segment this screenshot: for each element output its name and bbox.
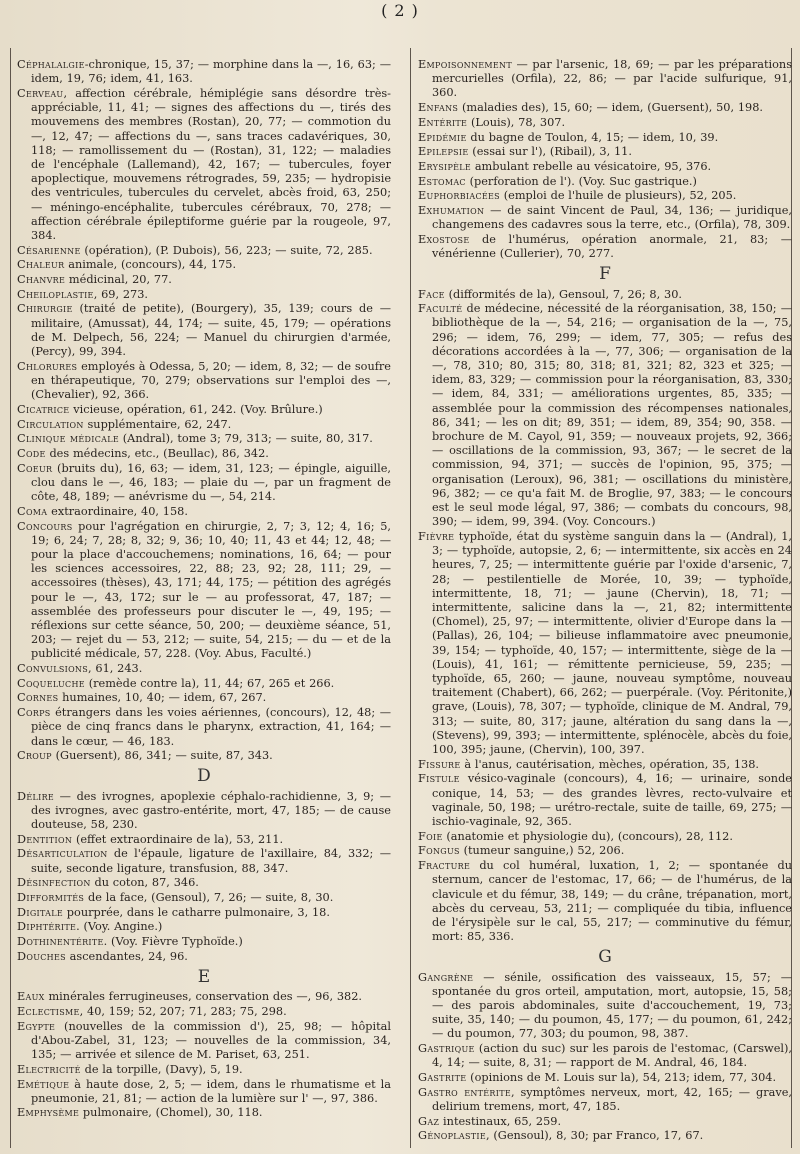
entry-references: -chronique, 15, 37; — morphine dans la —, 16, 63; — idem, 19, 76; idem, 41, 163.	[31, 58, 391, 86]
entry-references: . (Voy. Angine.)	[76, 920, 163, 934]
entry-references: des médecins, etc., (Beullac), 86, 342.	[45, 446, 269, 460]
index-entry	[17, 935, 391, 949]
entry-term: Euphorbiacées	[418, 189, 500, 203]
entry-term: Dothinentérite	[17, 935, 104, 949]
entry-term: Eaux	[17, 990, 45, 1004]
entry-term: Exostose	[418, 232, 470, 246]
entry-references: à l'anus, cautérisation, mèches, opération, 35, 138.	[460, 757, 759, 771]
entry-references: (maladies des), 15, 60; — idem, (Guersent), 50, 198.	[458, 101, 764, 115]
section-letter-d: D	[197, 766, 211, 787]
entry-references: (remède contre la), 11, 44; 67, 265 et 266.	[84, 676, 335, 690]
index-entry	[17, 1063, 391, 1077]
index-entry	[17, 749, 391, 763]
left-border-rule	[10, 48, 11, 1148]
entry-references: — des ivrognes, apoplexie céphalo-rachidienne, 3, 9; — des ivrognes, avec gastro-entérite, mort, 47, 185; — de cause douteuse, 58, 230.	[31, 789, 391, 832]
entry-references: (anatomie et physiologie du), (concours), 28, 112.	[442, 829, 733, 843]
index-entry	[17, 677, 391, 691]
entry-term: Difformités	[17, 891, 85, 905]
entry-references: minérales ferrugineuses, conservation des —, 96, 382.	[44, 990, 362, 1004]
index-entry	[418, 131, 792, 145]
entry-term: Egypte	[17, 1019, 56, 1033]
entry-term: Faculté	[418, 302, 463, 316]
entry-references: (opération), (P. Dubois), 56, 223; — suite, 72, 285.	[80, 243, 373, 257]
index-entry	[17, 706, 391, 749]
entry-term: Foie	[418, 829, 443, 843]
entry-references: supplémentaire, 62, 247.	[83, 417, 232, 431]
entry-references: du bagne de Toulon, 4, 15; — idem, 10, 39.	[466, 130, 719, 144]
entry-references: (tumeur sanguine,) 52, 206.	[459, 844, 625, 858]
index-entry	[17, 662, 391, 676]
index-entry	[418, 145, 792, 159]
index-entry	[17, 920, 391, 934]
entry-term: Erysipèle	[418, 159, 472, 173]
entry-references: ambulant rebelle au vésicatoire, 95, 376.	[471, 159, 712, 173]
entry-term: Gastrique	[418, 1042, 475, 1056]
index-entry	[418, 830, 792, 844]
entry-term: Epilepsie	[418, 145, 469, 159]
entry-term: Fièvre	[418, 530, 455, 543]
index-entry	[418, 160, 792, 174]
entry-references: du col huméral, luxation, 1, 2; — spontanée du sternum, cancer de l'estomac, 17, 66; — de l'humérus, de la clavicule et du fémur, 38, 149; — du crâne, trépanation, mort, abcès du cerveau, 53, 211; — compliquée du tibia, influence de l'érysipèle sur le cal, 55, 217; — comminutive du fémur, mort: 85, 336.	[432, 859, 792, 944]
index-entry	[418, 204, 792, 232]
entry-term: Concours	[17, 519, 73, 533]
index-entry	[418, 189, 792, 203]
index-entry	[17, 432, 391, 446]
entry-term: Emphysème	[17, 1106, 80, 1120]
entry-references: vicieuse, opération, 61, 242. (Voy. Brûlure.)	[69, 402, 323, 416]
entry-term: Chanvre	[17, 273, 66, 287]
index-entry	[17, 691, 391, 705]
entry-term: Croup	[17, 749, 52, 763]
index-entry	[418, 844, 792, 858]
entry-term: Circulation	[17, 417, 84, 431]
entry-references: pourprée, dans le catharre pulmonaire, 3, 18.	[63, 905, 330, 919]
entry-term: Coeur	[17, 461, 53, 475]
entry-term: Fongus	[418, 844, 460, 858]
index-entry	[418, 175, 792, 189]
entry-term: Coma	[17, 504, 48, 518]
entry-references: (essai sur l'), (Ribail), 3, 11.	[468, 145, 632, 159]
entry-references: de l'épaule, ligature de l'axillaire, 84, 332; — suite, seconde ligature, transfusion, 88, 347.	[31, 847, 391, 875]
entry-references: — sénile, ossification des vaisseaux, 15, 57; — spontanée du gros orteil, amputation, mort, autopsie, 15, 58; — des parois abdominales, suite d'accouchement, 19, 73; suite, 35, 140; — du poumon, 45, 177; — du poumon, 61, 242; — du poumon, 77, 303; du poumon, 98, 387.	[432, 970, 792, 1041]
entry-references: — de saint Vincent de Paul, 34, 136; — juridique, changemens des cadavres sous la terre, etc., (Orfila), 78, 309.	[432, 204, 792, 232]
entry-term: Cornes	[17, 691, 59, 705]
index-entry	[17, 891, 391, 905]
index-entry	[17, 302, 391, 359]
entry-term: Empoisonnement	[418, 58, 512, 71]
section-letter-f: F	[599, 264, 611, 285]
entry-term: Exhumation	[418, 204, 485, 218]
entry-references: étrangers dans les voies aériennes, (concours), 12, 48; — pièce de cinq francs dans le pharynx, extraction, 41, 164; — dans le cœur, — 46, 183.	[31, 706, 391, 748]
index-entry	[418, 1129, 792, 1143]
entry-references: extraordinaire, 40, 158.	[47, 504, 188, 518]
entry-term: Corps	[17, 706, 51, 720]
entry-term: Gangrène	[418, 970, 474, 984]
index-entry	[418, 101, 792, 115]
entry-term: Chlorures	[17, 359, 78, 373]
entry-term: Clinique médicale	[17, 432, 119, 446]
index-entry	[17, 58, 391, 86]
index-entry	[418, 288, 792, 302]
entry-term: Désarticulation	[17, 847, 108, 861]
entry-references: (nouvelles de la commission d'), 25, 98; — hôpital d'Abou-Zabel, 31, 123; — nouvelles de la commission, 34, 135; — arrivée et silence de M. Pariset, 63, 251.	[31, 1019, 391, 1062]
entry-references: (Louis), 78, 307.	[467, 115, 566, 129]
entry-references: à haute dose, 2, 5; — idem, dans le rhumatisme et la pneumonie, 21, 81; — action de la lumière sur l' —, 97, 386.	[31, 1077, 391, 1105]
entry-term: Gastrite	[418, 1071, 467, 1085]
column-divider-rule	[410, 48, 411, 1148]
entry-term: Dentition	[17, 832, 73, 846]
entry-term: Fistule	[418, 772, 460, 786]
entry-references: (effet extraordinaire de la), 53, 211.	[72, 832, 284, 846]
entry-references: (opinions de M. Louis sur la), 54, 213; idem, 77, 304.	[466, 1071, 777, 1085]
page-number: ( 2 )	[381, 1, 419, 20]
entry-term: Désinfection	[17, 876, 91, 890]
entry-references: pulmonaire, (Chomel), 30, 118.	[79, 1106, 263, 1120]
entry-references: typhoïde, état du système sanguin dans la — (Andral), 1, 3; — typhoïde, autopsie, 2, 6; — intermittente, six accès en 24 heures, 7, 25; — intermittente guérie par l'oxide d'arsenic, 7, 28; — pestilentielle de Morée, 10, 39; — typhoïde, intermittente, 18, 71; — jaune (Chervin), 18, 71; — intermittente, salicine dans la —, 21, 82; intermittente (Chomel), 25, 97; — intermittente, olivier d'Europe dans la — (Pallas), 26, 104; — bilieuse inflammatoire avec pneumonie, 39, 154; — typhoïde, 40, 157; — intermittente, siège de la — (Louis), 41, 161; — rémittente pernicieuse, 59, 235; — typhoïde, 65, 260; — jaune, nouveau symptôme, nouveau traitement (Chabert), 66, 262; — puerpérale. (Voy. Péritonite,) grave, (Louis), 78, 307; — typhoïde, clinique de M. Andral, 79, 313; — suite, 80, 317; jaune, altération du sang dans la —, (Stevens), 99, 393; — intermittente, splénocèle, abcès du foie, 100, 395; jaune, (Chervin), 100, 397.	[432, 530, 792, 757]
entry-references: de la face, (Gensoul), 7, 26; — suite, 8, 30.	[84, 891, 334, 905]
index-entry	[418, 530, 792, 757]
entry-references: (bruits du), 16, 63; — idem, 31, 123; — épingle, aiguille, clou dans le —, 46, 183; — plaie du —, par un fragment de côte, 48, 189; — anévrisme du —, 54, 214.	[31, 461, 391, 504]
index-entry	[17, 273, 391, 287]
entry-references: humaines, 10, 40; — idem, 67, 267.	[58, 691, 267, 705]
entry-term: Face	[418, 287, 445, 301]
index-entry	[17, 447, 391, 461]
entry-term: Chaleur	[17, 258, 65, 272]
entry-term: Convulsions	[17, 662, 89, 676]
entry-references: de la torpille, (Davy), 5, 19.	[80, 1062, 243, 1076]
entry-references: ascendantes, 24, 96.	[65, 949, 188, 963]
index-entry	[17, 1005, 391, 1019]
right-index-column	[418, 58, 792, 1144]
entry-term: Cicatrice	[17, 402, 70, 416]
entry-references: , symptômes nerveux, mort, 42, 165; — grave, delirium tremens, mort, 47, 185.	[432, 1085, 793, 1113]
entry-references: (Andral), tome 3; 79, 313; — suite, 80, 317.	[118, 432, 373, 446]
entry-term: Diphtérite	[17, 920, 77, 934]
entry-references: de l'humérus, opération anormale, 21, 83; — vénérienne (Cullerier), 70, 277.	[432, 232, 792, 261]
entry-term: Délire	[17, 789, 55, 803]
index-entry	[418, 772, 792, 829]
index-entry	[17, 403, 391, 417]
index-entry	[418, 116, 792, 130]
index-entry	[418, 859, 792, 944]
entry-references: (action du suc) sur les parois de l'estomac, (Carswel), 4, 14; — suite, 8, 31; — rapport de M. Andral, 46, 184.	[432, 1042, 792, 1070]
index-entry	[418, 971, 792, 1042]
index-entry	[17, 505, 391, 519]
index-entry	[17, 258, 391, 272]
entry-references: . (Voy. Fièvre Typhoïde.)	[103, 935, 243, 949]
entry-term: Coqueluche	[17, 676, 85, 690]
index-entry	[17, 1106, 391, 1120]
index-entry	[418, 302, 792, 529]
entry-references: , 40, 159; 52, 207; 71, 283; 75, 298.	[79, 1005, 287, 1018]
entry-term: Cerveau	[17, 86, 64, 100]
entry-term: Emétique	[17, 1077, 70, 1091]
index-entry	[17, 876, 391, 890]
entry-references: animale, (concours), 44, 175.	[64, 258, 237, 272]
index-entry	[17, 520, 391, 662]
entry-references: (emploi de l'huile de plusieurs), 52, 205.	[499, 189, 737, 203]
entry-references: (Guersent), 86, 341; — suite, 87, 343.	[51, 749, 273, 763]
entry-references: , 61, 243.	[88, 662, 143, 676]
entry-term: Entérite	[418, 115, 468, 129]
entry-references: pour l'agrégation en chirurgie, 2, 7; 3, 12; 4, 16; 5, 19; 6, 24; 7, 28; 8, 32; 9, 36; 10, 40; 11, 43 et 44; 12, 48; — pour la place d'accouchemens; nominations, 16, 64; — pour les sciences accessoires, 22, 88; 23, 92; 28, 111; 29, — accessoires (thèses), 43, 171; 44, 175; — pétition des agrégés pour le —, 43, 172; sur le — au professorat, 47, 187; — assemblée des professeurs pour discuter le —, 49, 195; — réflexions sur cette séance, 50, 200; — deuxième séance, 51, 203; — rejet du — 53, 212; — suite, 54, 215; — du — et de la publicité médicale, 57, 228. (Voy. Abus, Faculté.)	[31, 519, 391, 661]
index-entry	[17, 847, 391, 875]
entry-references: vésico-vaginale (concours), 4, 16; — urinaire, sonde conique, 14, 53; — des grandes lèvres, recto-vulvaire et vaginale, 50, 198; — urétro-rectale, suite de taille, 69, 275; — ischio-vaginale, 92, 365.	[432, 772, 792, 829]
entry-references: (difformités de la), Gensoul, 7, 26; 8, 30.	[444, 287, 682, 301]
index-entry	[17, 990, 391, 1004]
entry-references: , 69, 273.	[93, 287, 148, 301]
index-entry	[17, 906, 391, 920]
entry-references: (perforation de l'). (Voy. Suc gastrique.)	[465, 174, 697, 188]
index-entry	[17, 360, 391, 403]
index-entry	[17, 1078, 391, 1106]
entry-references: , (Gensoul), 8, 30; par Franco, 17, 67.	[486, 1129, 704, 1143]
entry-term: Enfans	[418, 101, 459, 115]
entry-term: Génoplastie	[418, 1129, 487, 1143]
index-entry	[17, 288, 391, 302]
entry-term: Fracture	[418, 859, 471, 873]
entry-term: Epidémie	[418, 130, 467, 144]
entry-term: Césarienne	[17, 243, 81, 257]
index-entry	[17, 1020, 391, 1063]
entry-references: de médecine, nécessité de la réorganisation, 38, 150; — bibliothèque de la —, 54, 216; — organisation de la —, 75, 296; — idem, 76, 299; — idem, 77, 305; — refus des décorations accordées à la —, 77, 306; — organisation de la —, 78, 310; 80, 315; 80, 318; 81, 321; 82, 323 et 325; — idem, 83, 329; — commission pour la réorganisation, 83, 330; — idem, 84, 331; — améliorations urgentes, 85, 335; — assemblée pour la commission des récompenses nationales, 86, 341; — les on dit; 89, 351; — idem, 89, 354; 90, 358. — brochure de M. Cayol, 91, 359; — nouveaux projets, 92, 366; — oscillations de la commission, 93, 367; — le secret de la commission, 94, 371; — succès de l'opinion, 95, 375; — organisation (Leroux), 96, 381; — oscillations du ministère, 96, 382; — ce qu'a fait M. de Broglie, 97, 383; — le concours est le seul mode légal, 97, 386; — combats du concours, 98, 390; — idem, 99, 394. (Voy. Concours.)	[432, 302, 792, 529]
entry-term: Gaz	[418, 1114, 440, 1128]
index-entry	[17, 462, 391, 505]
entry-term: Estomac	[418, 174, 466, 188]
index-entry	[418, 758, 792, 772]
index-entry	[17, 418, 391, 432]
entry-references: — par l'arsenic, 18, 69; — par les préparations mercurielles (Orfila), 22, 86; — par l'acide sulfurique, 91, 360.	[432, 58, 792, 100]
index-entry	[418, 1071, 792, 1085]
entry-term: Digitale	[17, 905, 63, 919]
entry-references: , affection cérébrale, hémiplégie sans désordre très-appréciable, 11, 41; — signes des affections du —, tirés des mouvemens des membres (Rostan), 20, 77; — commotion du —, 12, 47; — affections du —, sans traces cadavériques, 30, 118; — ramollissement du — (Rostan), 31, 122; — maladies de l'encéphale (Lallemand), 42, 167; — tubercules, foyer apoplectique, mouvemens rétrogrades, 59, 235; — hydropisie des ventricules, tubercules du cervelet, abcès froid, 63, 250; — méningo-encéphalite, tubercules cérébraux, 70, 278; — affection cérébrale épileptiforme guérie par la rougeole, 97, 384.	[31, 86, 391, 242]
entry-references: employés à Odessa, 5, 20; — idem, 8, 32; — de soufre en thérapeutique, 70, 279; observations sur l'emploi des —, (Chevalier), 92, 366.	[31, 359, 391, 402]
entry-term: Electricité	[17, 1062, 81, 1076]
entry-references: du coton, 87, 346.	[90, 876, 199, 890]
index-entry	[418, 58, 792, 101]
entry-term: Douches	[17, 949, 66, 963]
index-entry	[17, 833, 391, 847]
index-entry	[418, 1115, 792, 1129]
entry-term: Céphalalgie	[17, 58, 85, 71]
entry-term: Chirurgie	[17, 302, 73, 316]
entry-references: intestinaux, 65, 259.	[439, 1114, 562, 1128]
entry-term: Gastro entérite	[418, 1085, 511, 1099]
entry-term: Fissure	[418, 757, 461, 771]
index-entry	[17, 87, 391, 243]
entry-references: médicinal, 20, 77.	[65, 273, 172, 287]
section-letter-e: E	[197, 967, 211, 988]
left-index-column	[17, 58, 391, 1121]
index-entry	[17, 790, 391, 833]
entry-term: Cheiloplastie	[17, 287, 94, 301]
index-entry	[418, 1086, 792, 1114]
index-entry	[17, 950, 391, 964]
entry-term: Code	[17, 446, 46, 460]
index-entry	[17, 244, 391, 258]
entry-term: Eclectisme	[17, 1005, 80, 1018]
entry-references: (traité de petite), (Bourgery), 35, 139; cours de — militaire, (Amussat), 44, 174; — suite, 45, 179; — opérations de M. Delpech, 56, 224; — Manuel du chirurgien d'armée, (Percy), 99, 394.	[31, 302, 391, 359]
section-letter-g: G	[598, 947, 612, 968]
index-entry	[418, 233, 792, 261]
index-entry	[418, 1042, 792, 1070]
